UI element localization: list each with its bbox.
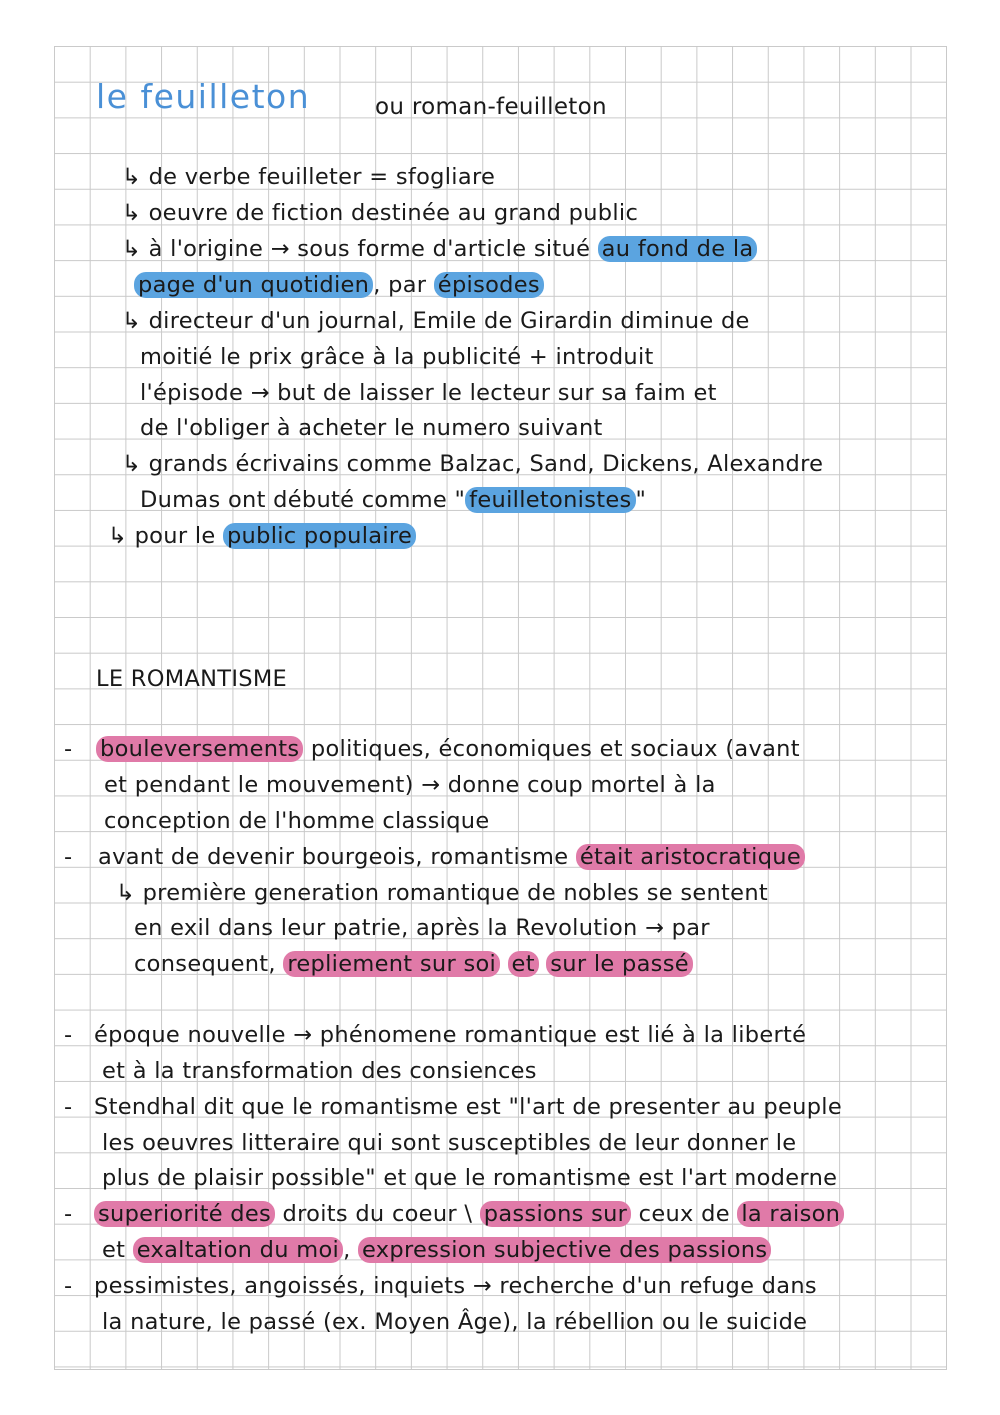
highlight-pink: passions sur xyxy=(480,1201,632,1227)
highlight-blue: au fond de la xyxy=(598,236,758,262)
page-subtitle: ou roman-feuilleton xyxy=(375,94,607,120)
highlight-pink: expression subjective des passions xyxy=(358,1237,771,1263)
section-heading: LE ROMANTISME xyxy=(96,666,288,692)
note-line: et à la transformation des consiences xyxy=(102,1058,537,1084)
highlight-pink: bouleversements xyxy=(96,736,303,762)
note-line: consequent, repliement sur soi et sur le passé xyxy=(134,949,693,979)
highlight-pink: sur le passé xyxy=(546,951,693,977)
dash-bullet: - xyxy=(64,1273,73,1299)
note-line: ↳ pour le public populaire xyxy=(108,521,416,551)
dash-bullet: - xyxy=(64,1022,73,1048)
note-line: et pendant le mouvement) → donne coup mortel à la xyxy=(104,772,716,798)
highlight-pink: la raison xyxy=(737,1201,844,1227)
highlight-blue: épisodes xyxy=(434,272,544,298)
note-line: plus de plaisir possible" et que le romantisme est l'art moderne xyxy=(102,1165,838,1191)
highlight-pink: était aristocratique xyxy=(576,844,805,870)
note-line: ↳ première generation romantique de nobles se sentent xyxy=(116,880,769,906)
note-line: avant de devenir bourgeois, romantisme était aristocratique xyxy=(98,842,805,872)
highlight-pink: exaltation du moi xyxy=(133,1237,343,1263)
note-line: pessimistes, angoissés, inquiets → recherche d'un refuge dans xyxy=(94,1273,817,1299)
note-line: conception de l'homme classique xyxy=(104,808,490,834)
note-line: la nature, le passé (ex. Moyen Âge), la rébellion ou le suicide xyxy=(102,1309,808,1335)
note-line: Stendhal dit que le romantisme est "l'art de presenter au peuple xyxy=(94,1094,842,1120)
highlight-pink: superiorité des xyxy=(94,1201,275,1227)
highlight-pink: repliement sur soi xyxy=(283,951,500,977)
note-line: de l'obliger à acheter le numero suivant xyxy=(140,415,603,441)
page-title: le feuilleton xyxy=(96,77,311,116)
note-line: ↳ à l'origine → sous forme d'article situé au fond de la xyxy=(122,234,757,264)
note-line: ↳ grands écrivains comme Balzac, Sand, Dickens, Alexandre xyxy=(122,451,824,477)
note-line: moitié le prix grâce à la publicité + introduit xyxy=(140,344,654,370)
note-line: en exil dans leur patrie, après la Revolution → par xyxy=(134,915,710,941)
note-line: page d'un quotidien , par épisodes xyxy=(134,270,544,300)
highlight-blue: public populaire xyxy=(223,523,416,549)
note-line: et exaltation du moi , expression subjective des passions xyxy=(102,1235,771,1265)
note-line: bouleversements politiques, économiques et sociaux (avant xyxy=(96,734,800,764)
highlight-pink: et xyxy=(508,951,539,977)
note-line: Dumas ont débuté comme " feuilletonistes " xyxy=(140,487,647,513)
note-line: l'épisode → but de laisser le lecteur sur sa faim et xyxy=(140,380,717,406)
highlight-blue: page d'un quotidien xyxy=(134,272,373,298)
note-line: superiorité des droits du coeur \ passions sur ceux de la raison xyxy=(94,1199,844,1229)
dash-bullet: - xyxy=(64,736,73,762)
dash-bullet: - xyxy=(64,1094,73,1120)
dash-bullet: - xyxy=(64,1201,73,1227)
note-line: époque nouvelle → phénomene romantique est lié à la liberté xyxy=(94,1022,807,1048)
note-line: ↳ oeuvre de fiction destinée au grand public xyxy=(122,200,639,226)
highlight-blue: feuilletonistes xyxy=(465,487,635,513)
dash-bullet: - xyxy=(64,844,73,870)
note-line: ↳ directeur d'un journal, Emile de Girardin diminue de xyxy=(122,308,750,334)
note-line: ↳ de verbe feuilleter = sfogliare xyxy=(122,164,496,190)
note-line: les oeuvres litteraire qui sont susceptibles de leur donner le xyxy=(102,1130,797,1156)
